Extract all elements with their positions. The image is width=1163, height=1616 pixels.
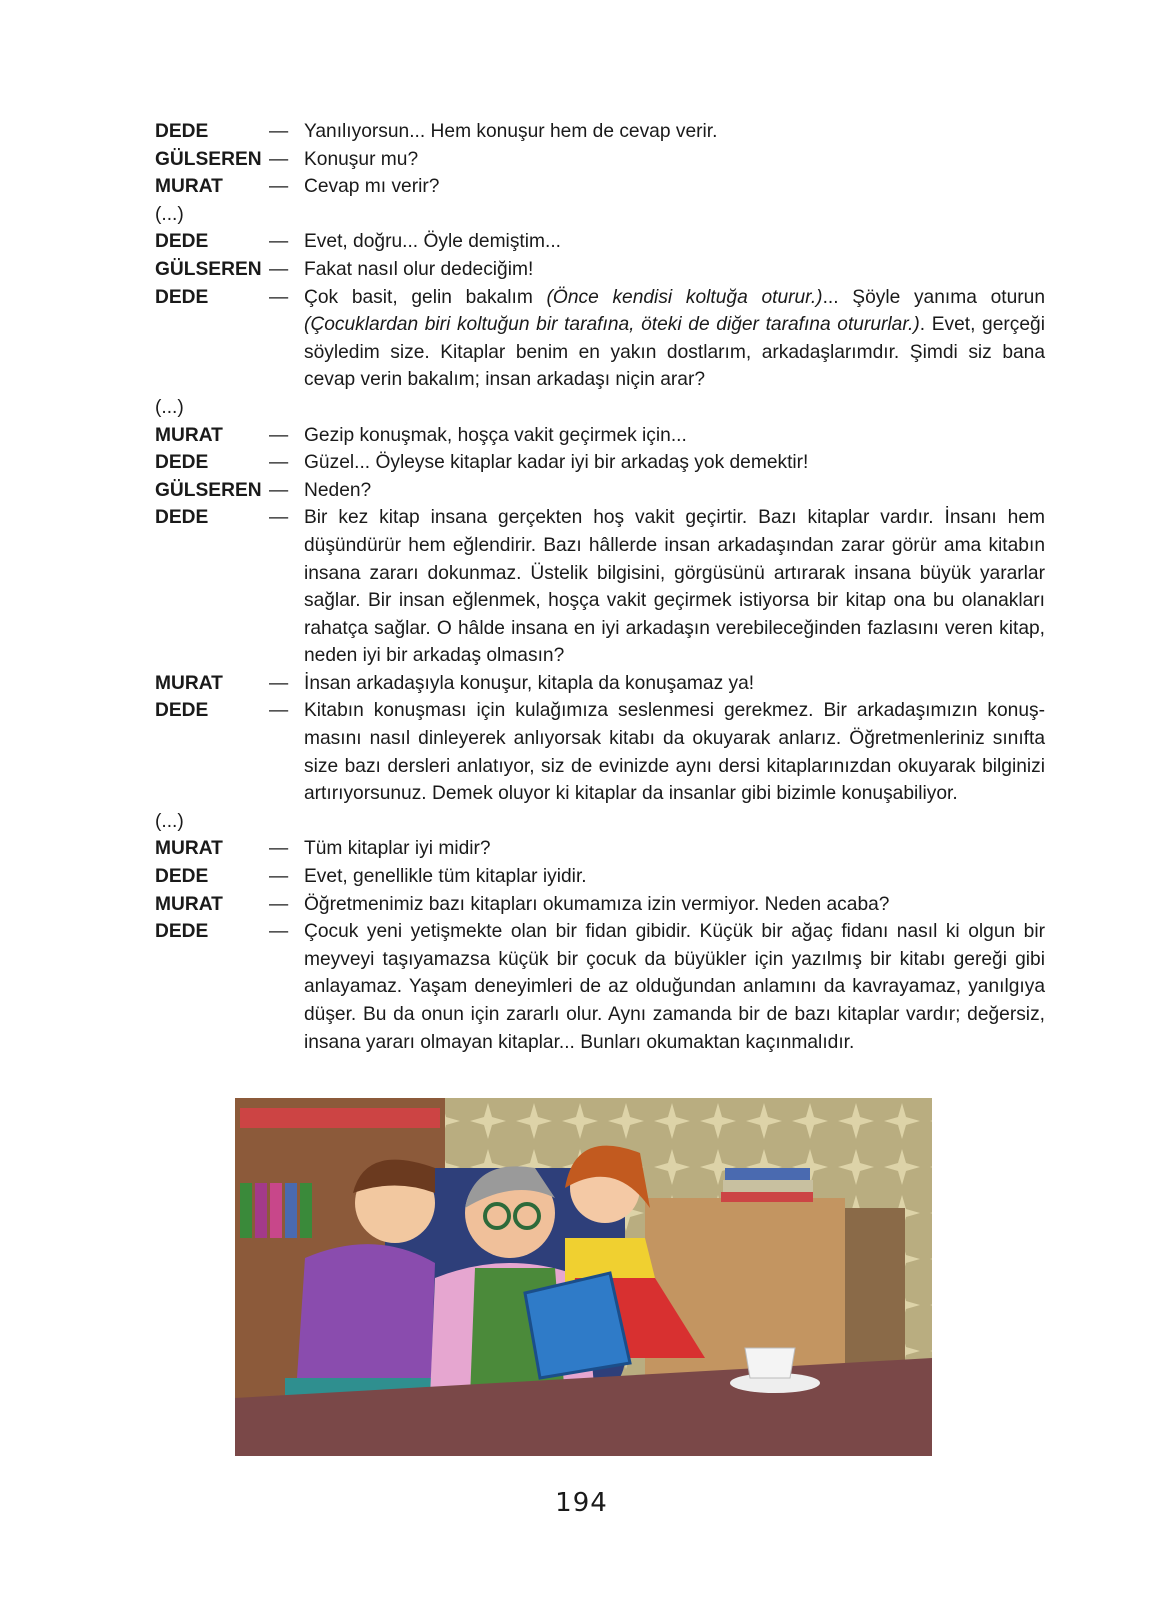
speech-segment: Cevap mı verir? [304,176,440,198]
speaker-name: GÜLSEREN [155,258,262,280]
speaker-name: DEDE [155,121,209,142]
books-on-dresser [721,1168,813,1202]
speaker-name: DEDE [155,231,209,253]
speech-segment: Güzel... Öyleyse kitaplar kadar iyi bir arkadaş yok demektir! [304,452,809,474]
speech-segment: Evet, doğru... Öyle demiştim... [304,231,561,253]
speech-segment: ... Şöyle yanıma oturun [822,286,1045,308]
spoken-text [304,891,1045,919]
speaker-name: DEDE [155,286,209,308]
speaker-name: DEDE [155,921,209,943]
spoken-text [304,835,1045,863]
dialogue-line [155,256,1045,284]
dialogue-line [155,228,1045,256]
speech-segment: . Evet, gerçeği söyledim size. Kitaplar benim en yakın dostlarım, arkadaşlarımdır. Şimdi siz bana cevap verin bakalım; insan arkadaşı niçin arar? [304,314,1045,391]
spoken-text [304,670,1045,698]
dialogue-dash: — [269,672,289,694]
dialogue-dash: — [269,231,289,253]
spoken-text [304,422,1045,450]
dialogue-line [155,918,1045,1056]
dialogue-dash: — [269,507,289,529]
illustration-grandfather-reading-with-children [235,1098,932,1456]
spoken-text [304,697,1045,807]
dialogue-dash: — [269,286,289,308]
dialogue-line [155,697,1045,807]
speaker-name: DEDE [155,866,209,888]
dialogue-line [155,118,1045,146]
dialogue-line [155,835,1045,863]
spoken-text [304,449,1045,477]
dialogue-line [155,173,1045,201]
dialogue-dash: — [269,424,289,446]
dialogue-dash: — [269,700,289,722]
speech-segment: Yanılıyorsun... Hem konuşur hem de cevap verir. [304,121,718,142]
dialogue-line [155,504,1045,670]
stage-direction: (Çocuklardan biri koltuğun bir tarafına, öteki de diğer tarafına otururlar.) [304,314,920,336]
dialogue-line [155,449,1045,477]
spoken-text [304,256,1045,284]
speaker-name: MURAT [155,424,223,446]
dialogue-dash: — [269,176,289,198]
speaker-name: DEDE [155,700,209,722]
speech-segment: Tüm kitaplar iyi midir? [304,838,491,860]
book-in-hand [525,1273,630,1378]
dialogue-line [155,422,1045,450]
dialogue-dash: — [269,893,289,915]
page-number: 194 [555,1488,608,1518]
spoken-text [304,863,1045,891]
omission-marker: (...) [155,810,184,832]
dialogue-line [155,146,1045,174]
speaker-name: MURAT [155,893,223,915]
speaker-name: GÜLSEREN [155,479,262,501]
spoken-text [304,146,1045,174]
speech-segment: Öğretmenimiz bazı kitapları okumamıza izin vermiyor. Neden acaba? [304,893,890,915]
dialogue-dash: — [269,121,289,142]
speaker-name: MURAT [155,176,223,198]
dresser [645,1198,845,1388]
omission-marker: (...) [155,396,184,418]
spoken-text [304,228,1045,256]
speech-segment: Kitabın konuşması için kulağımıza seslenmesi gerekmez. Bir arkadaşımızın konuşmasını nasıl dinleyerek anlıyorsak kitabı da okuyarak anlarız. Öğretmenleriniz sınıfta size bazı dersleri anlatıyor, siz de evinizde aynı dersi kitaplarınızdan okuyarak bilginizi artırıyorsunuz. Demek oluyor ki kitaplar da insanlar gibi bizimle konuşabiliyor. [304,700,1045,805]
dialogue-line [155,670,1045,698]
spoken-text [304,284,1045,394]
speech-segment: Konuşur mu? [304,148,419,170]
spoken-text [304,504,1045,670]
spoken-text [304,118,1045,146]
speech-segment: Fakat nasıl olur dedeciğim! [304,258,534,280]
speech-segment: Neden? [304,479,372,501]
dialogue-line [155,863,1045,891]
dialogue-dash: — [269,921,289,943]
speech-segment: Gezip konuşmak, hoşça vakit geçirmek için... [304,424,687,446]
omission-marker: (...) [155,203,184,225]
dialogue-dash: — [269,452,289,474]
dialogue-line [155,477,1045,505]
spoken-text [304,477,1045,505]
speech-segment: Evet, genellikle tüm kitaplar iyidir. [304,866,587,888]
speech-segment: Çok basit, gelin bakalım [304,286,547,308]
dialogue-dash: — [269,258,289,280]
spoken-text [304,918,1045,1056]
dialogue-line [155,284,1045,394]
dialogue-line [155,891,1045,919]
speech-segment: İnsan arkadaşıyla konuşur, kitapla da konuşamaz ya! [304,672,755,694]
dialogue-dash: — [269,838,289,860]
spoken-text [304,173,1045,201]
speaker-name: DEDE [155,507,209,529]
stage-direction: (Önce kendisi koltuğa oturur.) [546,286,823,308]
dialogue-dash: — [269,148,289,170]
speaker-name: MURAT [155,672,223,694]
speech-segment: Çocuk yeni yetişmekte olan bir fidan gibidir. Küçük bir ağaç fidanı nasıl ki olgun bir meyveyi taşıyamazsa küçük bir çocuk da büyükler için yazılmış bir kitabı gereği gibi anlayamaz. Yaşam deneyimleri de az olduğundan anlamını da kavrayamaz, yanılgıya düşer. Bu da onun için zararlı olur. Aynı zamanda bir de bazı kitaplar vardır; değersiz, insana yararı olmayan kitaplar... Bunları okumaktan kaçınmalıdır. [304,921,1045,1053]
speech-segment: Bir kez kitap insana gerçekten hoş vakit geçirtir. Bazı kitaplar vardır. İnsanı hem düşündürür hem eğlendirir. Bazı hâllerde insan arkadaşından zarar görür ama kitabın insana zararı dokunmaz. Üstelik bilgisini, görgüsünü artırarak insana büyük yararlar sağlar. Bir insan eğlenmek, hoşça vakit geçirmek istiyorsa bir kitap ona bu olanakları rahatça sağlar. O hâlde insana en iyi arkadaşın verebileceğinden fazlasını veren kitap, neden iyi bir arkadaş olmasın? [304,507,1045,667]
speaker-name: DEDE [155,452,209,474]
dialogue-text [155,118,1045,1056]
speaker-name: GÜLSEREN [155,148,262,170]
speaker-name: MURAT [155,838,223,860]
dialogue-dash: — [269,866,289,888]
dialogue-dash: — [269,479,289,501]
